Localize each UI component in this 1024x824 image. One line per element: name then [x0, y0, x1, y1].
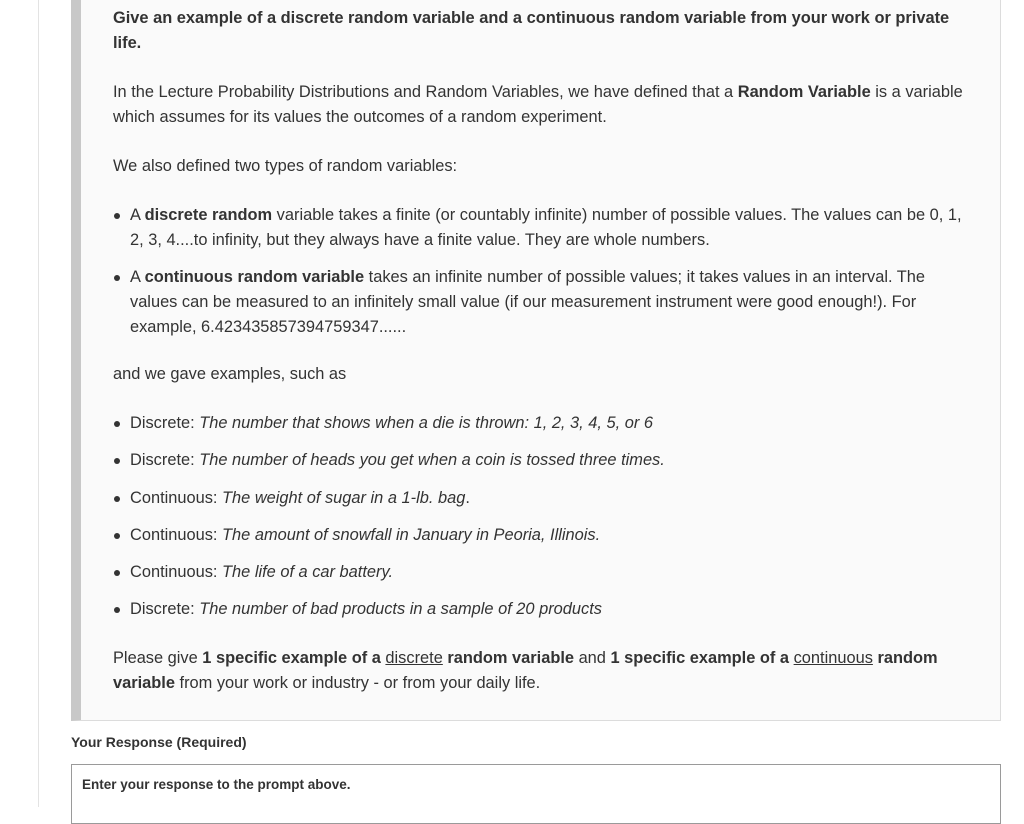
examples-intro: and we gave examples, such as — [113, 365, 347, 383]
list-item: A discrete random variable takes a finite (or countably infinite) number of possible values. The values can be 0, 1, 2, 3, 4....to infinity, but they always have a finite value. They are whole numbers. — [130, 203, 975, 253]
response-label: Your Response (Required) — [71, 734, 247, 750]
list-item: Discrete: The number of heads you get when a coin is tossed three times. — [130, 448, 975, 473]
prompt-heading: Give an example of a discrete random variable and a continuous random variable from your work or private life. — [113, 9, 950, 52]
list-item: A continuous random variable takes an infinite number of possible values; it takes values in an interval. The values can be measured to an infinitely small value (if our measurement instrument were good enough!). For example, 6.423435857394759347...... — [130, 265, 975, 340]
list-item: Continuous: The amount of snowfall in January in Peoria, Illinois. — [130, 523, 975, 548]
list-item: Continuous: The weight of sugar in a 1-lb. bag. — [130, 486, 975, 511]
types-intro: We also defined two types of random variables: — [113, 157, 458, 175]
list-item: Continuous: The life of a car battery. — [130, 560, 975, 585]
left-rail — [38, 0, 39, 807]
prompt-intro: In the Lecture Probability Distributions and Random Variables, we have defined that a Random Variable is a variable which assumes for its values the outcomes of a random experiment. — [113, 83, 963, 126]
list-item: Discrete: The number of bad products in a sample of 20 products — [130, 597, 975, 622]
closing-instruction: Please give 1 specific example of a discrete random variable and 1 specific example of a continuous random variable from your work or industry - or from your daily life. — [113, 649, 938, 693]
examples-list — [113, 411, 975, 622]
prompt-content — [113, 6, 975, 696]
response-textarea[interactable]: Enter your response to the prompt above. — [71, 764, 1001, 824]
random-variable-types-list — [113, 203, 975, 340]
list-item: Discrete: The number that shows when a die is thrown: 1, 2, 3, 4, 5, or 6 — [130, 411, 975, 436]
